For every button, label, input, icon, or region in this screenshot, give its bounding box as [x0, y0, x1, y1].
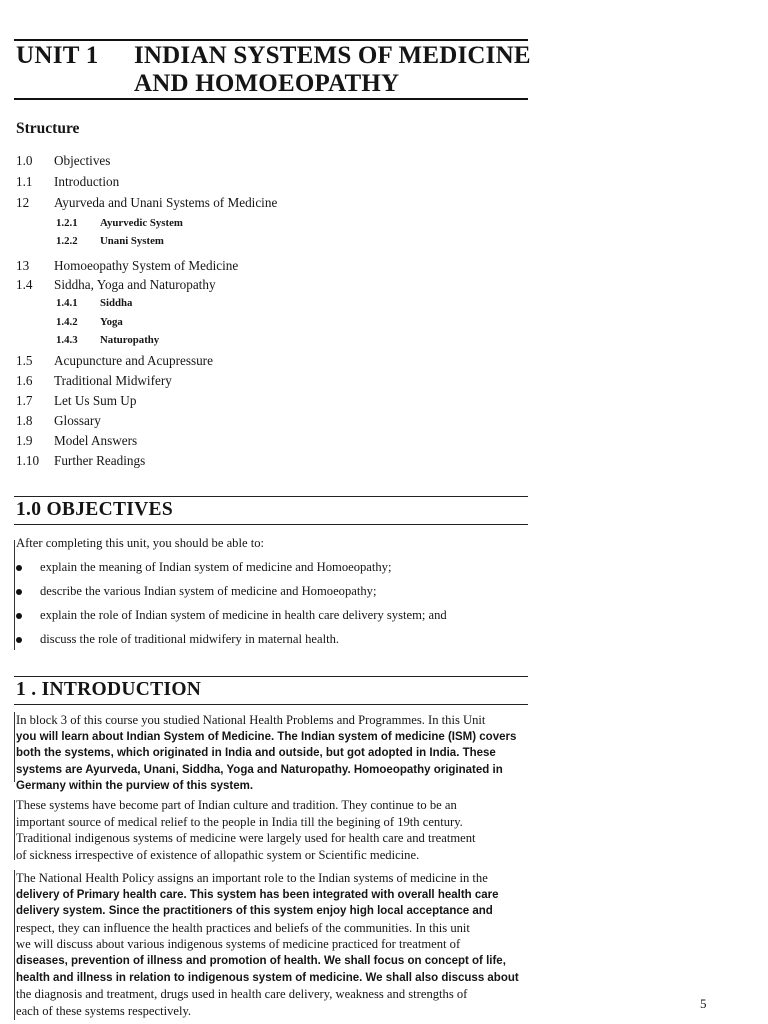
toc-label: Yoga: [100, 316, 123, 328]
text-line: of sickness irrespective of existence of allopathic system or Scientific medicine.: [16, 847, 420, 862]
toc-subitem: [56, 297, 132, 309]
toc-label: Siddha, Yoga and Naturopathy: [54, 277, 216, 292]
text-line: diseases, prevention of illness and promotion of health. We shall focus on concept of life,: [16, 954, 506, 967]
margin-mark: [14, 712, 15, 782]
toc-number: 1.0: [16, 153, 33, 168]
toc-label: Model Answers: [54, 433, 138, 448]
toc-number: 1.4.2: [56, 316, 78, 328]
toc-number: 1.5: [16, 353, 33, 368]
toc-item: [16, 373, 172, 389]
toc-subitem: [56, 235, 164, 247]
toc-number: 13: [16, 258, 30, 273]
text-line: each of these systems respectively.: [16, 1003, 192, 1018]
toc-label: Objectives: [54, 153, 111, 168]
introduction-paragraph: [16, 870, 528, 1019]
toc-number: 1.2.1: [56, 217, 78, 229]
toc-label: Siddha: [100, 297, 133, 309]
objective-text: discuss the role of traditional midwifery in maternal health.: [40, 632, 340, 646]
objective-text: describe the various Indian system of medicine and Homoeopathy;: [40, 584, 377, 598]
toc-label: Introduction: [54, 174, 120, 189]
bullet-icon: [16, 565, 22, 571]
header-top-rule: [14, 39, 528, 41]
text-line: In block 3 of this course you studied National Health Problems and Programmes. In this Unit: [16, 713, 486, 727]
toc-label: Glossary: [54, 413, 101, 428]
toc-item: [16, 277, 216, 293]
margin-mark: [14, 800, 15, 860]
toc-item: [16, 393, 136, 409]
page: [14, 0, 531, 1024]
toc-item: [16, 413, 101, 429]
toc-subitem: [56, 316, 123, 328]
text-line: health and illness in relation to indigenous system of medicine. We shall also discuss about: [16, 971, 519, 984]
toc-number: 1.1: [16, 174, 33, 189]
introduction-heading: 1 . INTRODUCTION: [16, 679, 202, 700]
structure-heading: Structure: [16, 120, 80, 137]
toc-number: 1.2.2: [56, 235, 78, 247]
toc-number: 1.8: [16, 413, 33, 428]
text-line: you will learn about Indian System of Medicine. The Indian system of medicine (ISM) covers: [16, 730, 517, 743]
text-line: we will discuss about various indigenous systems of medicine practiced for treatment of: [16, 937, 461, 952]
toc-label: Acupuncture and Acupressure: [54, 353, 213, 368]
toc-item: [16, 258, 238, 274]
toc-item: [16, 174, 119, 190]
objective-text: explain the role of Indian system of medicine in health care delivery system; and: [40, 608, 447, 622]
toc-label: Ayurveda and Unani Systems of Medicine: [54, 195, 278, 210]
page-number: 5: [700, 996, 707, 1011]
unit-label: UNIT 1: [16, 42, 99, 69]
toc-label: Let Us Sum Up: [54, 393, 137, 408]
toc-number: 1.7: [16, 393, 33, 408]
toc-number: 1.9: [16, 433, 33, 448]
header-bottom-rule: [14, 98, 528, 100]
text-line: Germany within the purview of this system.: [16, 780, 254, 793]
toc-label: Ayurvedic System: [100, 217, 183, 229]
text-line: delivery of Primary health care. This system has been integrated with overall health care: [16, 888, 499, 901]
toc-item: [16, 433, 137, 449]
toc-label: Traditional Midwifery: [54, 373, 172, 388]
toc-number: 1.4: [16, 277, 33, 292]
section-bottom-rule: [14, 524, 528, 525]
toc-number: 1.4.3: [56, 334, 78, 346]
section-top-rule: [14, 496, 528, 497]
toc-item: [16, 195, 277, 211]
bullet-icon: [16, 589, 22, 595]
toc-item: [16, 153, 110, 169]
objective-text: explain the meaning of Indian system of medicine and Homoeopathy;: [40, 560, 392, 574]
toc-number: 1.6: [16, 373, 33, 388]
text-line: respect, they can influence the health practices and beliefs of the communities. In this unit: [16, 920, 470, 935]
section-bottom-rule: [14, 704, 528, 705]
section-top-rule: [14, 676, 528, 677]
bullet-icon: [16, 613, 22, 619]
unit-title-line: AND HOMOEOPATHY: [134, 70, 400, 97]
unit-title-line: INDIAN SYSTEMS OF MEDICINE: [134, 42, 531, 69]
text-line: delivery system. Since the practitioners of this system enjoy high local acceptance and: [16, 905, 493, 918]
toc-label: Homoeopathy System of Medicine: [54, 258, 239, 273]
toc-label: Naturopathy: [100, 334, 160, 346]
text-line: both the systems, which originated in India and outside, but got adopted in India. These: [16, 747, 496, 760]
text-line: Traditional indigenous systems of medicine were largely used for health care and treatment: [16, 831, 476, 846]
text-line: the diagnosis and treatment, drugs used in health care delivery, weakness and strengths of: [16, 987, 468, 1002]
text-line: These systems have become part of Indian culture and tradition. They continue to be an: [16, 798, 457, 812]
text-line: systems are Ayurveda, Unani, Siddha, Yoga and Naturopathy. Homoeopathy originated in: [16, 763, 503, 776]
toc-number: 12: [16, 195, 30, 210]
margin-mark: [14, 870, 15, 1020]
toc-subitem: [56, 217, 183, 229]
text-line: important source of medical relief to the people in India till the begining of 19th century.: [16, 814, 463, 829]
toc-item: [16, 353, 213, 369]
toc-subitem: [56, 334, 159, 346]
unit-title: [134, 42, 531, 98]
toc-number: 1.10: [16, 453, 40, 468]
objectives-heading: 1.0 OBJECTIVES: [16, 499, 173, 520]
toc-number: 1.4.1: [56, 297, 78, 309]
objectives-intro: After completing this unit, you should be able to:: [16, 536, 264, 550]
toc-label: Further Readings: [54, 453, 146, 468]
margin-mark: [14, 540, 15, 650]
bullet-icon: [16, 637, 22, 643]
introduction-paragraph: [16, 712, 528, 795]
text-line: The National Health Policy assigns an important role to the Indian systems of medicine in the: [16, 871, 488, 885]
toc-label: Unani System: [100, 235, 164, 247]
introduction-paragraph: [16, 797, 528, 863]
toc-item: [16, 453, 145, 469]
